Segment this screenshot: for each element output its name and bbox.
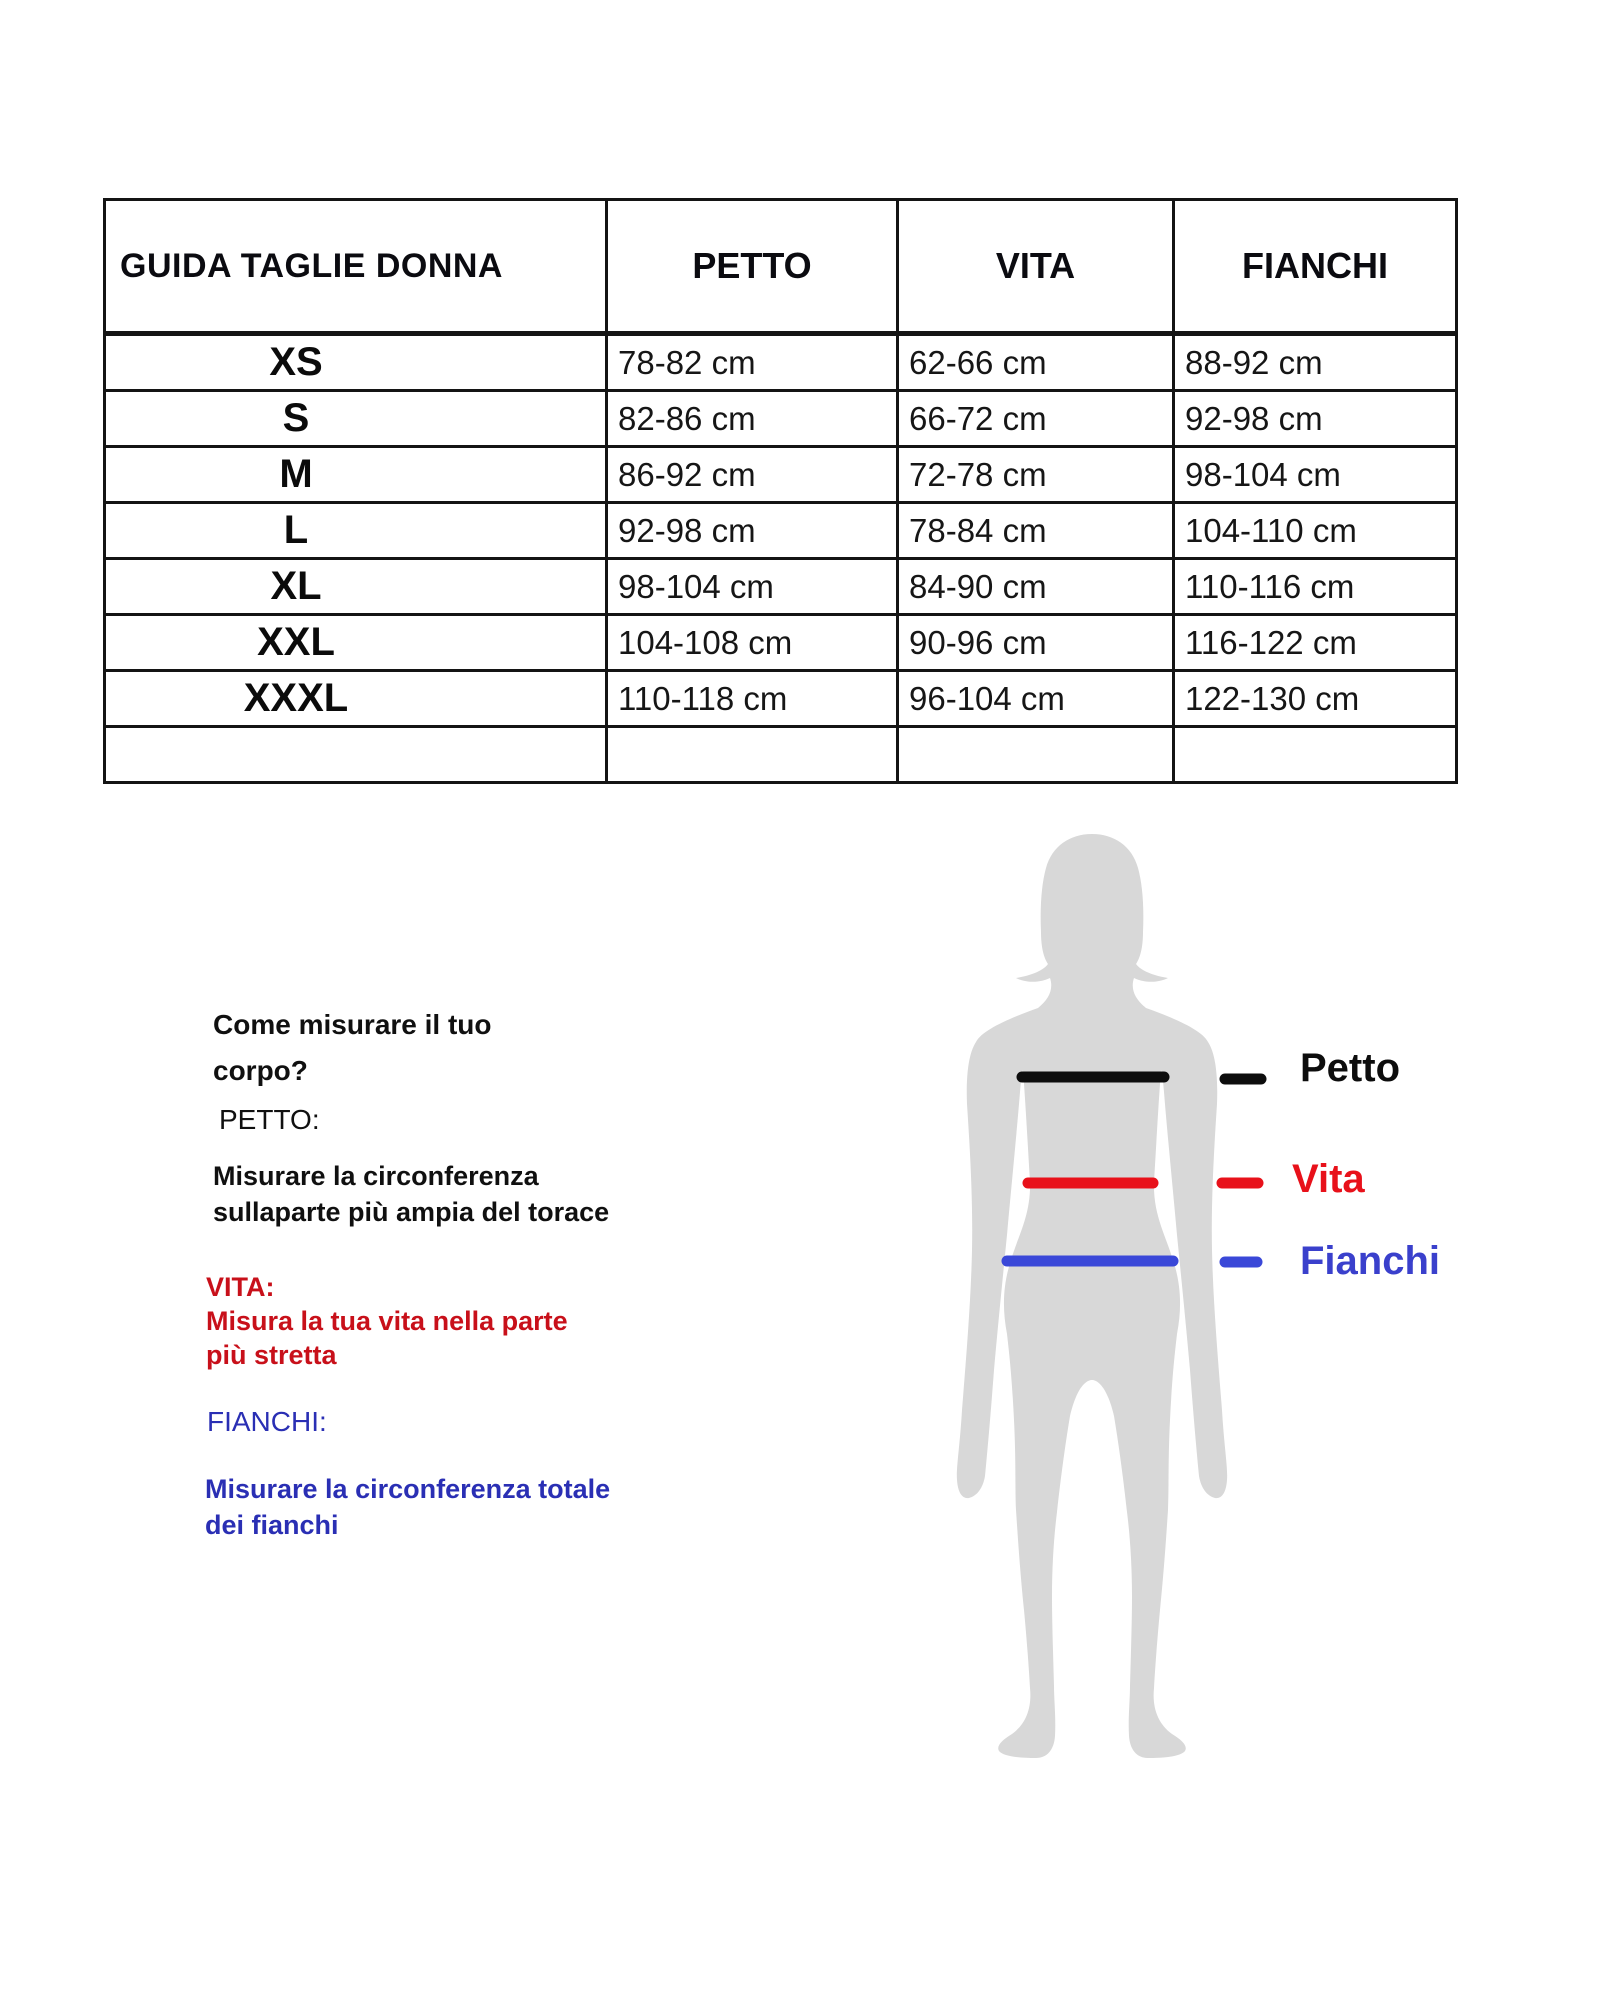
size-cell: L [105, 503, 607, 559]
petto-cell [607, 727, 898, 783]
legend-label-vita: Vita [1292, 1157, 1365, 1201]
size-cell: XS [105, 334, 607, 391]
petto-cell: 78-82 cm [607, 334, 898, 391]
table-row-empty [105, 727, 1457, 783]
fianchi-cell: 88-92 cm [1174, 334, 1457, 391]
vita-cell: 72-78 cm [898, 447, 1174, 503]
fianchi-instructions [205, 1471, 610, 1543]
header-cell-fianchi: FIANCHI [1174, 200, 1457, 334]
table-row-xxxl [105, 671, 1457, 727]
vita-instructions-line1: Misura la tua vita nella parte [206, 1306, 568, 1336]
header-cell-petto: PETTO [607, 200, 898, 334]
fianchi-cell: 104-110 cm [1174, 503, 1457, 559]
vita-instructions-line2: più stretta [206, 1340, 337, 1370]
table-row-xl [105, 559, 1457, 615]
header-cell-vita: VITA [898, 200, 1174, 334]
measure-intro-line2: corpo? [213, 1055, 308, 1086]
size-cell: XL [105, 559, 607, 615]
petto-cell: 92-98 cm [607, 503, 898, 559]
petto-section-label: PETTO: [219, 1104, 320, 1135]
table-title: GUIDA TAGLIE DONNA [105, 200, 607, 334]
legend-label-petto: Petto [1300, 1046, 1400, 1090]
table-header-row [105, 200, 1457, 334]
fianchi-instructions-line2: dei fianchi [205, 1510, 339, 1540]
table-row-s [105, 391, 1457, 447]
measure-intro-line1: Come misurare il tuo [213, 1009, 492, 1040]
petto-instructions-line1: Misurare la circonferenza [213, 1161, 539, 1191]
petto-cell: 104-108 cm [607, 615, 898, 671]
vita-cell: 90-96 cm [898, 615, 1174, 671]
table-row-xxl [105, 615, 1457, 671]
vita-cell: 62-66 cm [898, 334, 1174, 391]
size-cell: XXXL [105, 671, 607, 727]
size-cell: XXL [105, 615, 607, 671]
measure-intro [213, 1002, 492, 1094]
table-row-xs [105, 334, 1457, 391]
legend-label-fianchi: Fianchi [1300, 1239, 1441, 1283]
fianchi-cell: 92-98 cm [1174, 391, 1457, 447]
table-row-m [105, 447, 1457, 503]
vita-section-label: VITA: [206, 1272, 275, 1302]
fianchi-cell: 98-104 cm [1174, 447, 1457, 503]
vita-cell: 84-90 cm [898, 559, 1174, 615]
measurement-figure [930, 820, 1490, 1800]
petto-cell: 110-118 cm [607, 671, 898, 727]
petto-cell: 86-92 cm [607, 447, 898, 503]
fianchi-section-label: FIANCHI: [207, 1406, 327, 1437]
fianchi-cell: 110-116 cm [1174, 559, 1457, 615]
vita-cell [898, 727, 1174, 783]
size-cell: M [105, 447, 607, 503]
petto-cell: 98-104 cm [607, 559, 898, 615]
petto-cell: 82-86 cm [607, 391, 898, 447]
size-table [103, 198, 1458, 784]
petto-instructions-line2: sullaparte più ampia del torace [213, 1197, 610, 1227]
fianchi-instructions-line1: Misurare la circonferenza totale [205, 1474, 611, 1504]
fianchi-cell [1174, 727, 1457, 783]
petto-instructions [213, 1158, 609, 1230]
vita-section [206, 1270, 568, 1372]
size-cell [105, 727, 607, 783]
fianchi-cell: 122-130 cm [1174, 671, 1457, 727]
vita-cell: 66-72 cm [898, 391, 1174, 447]
fianchi-cell: 116-122 cm [1174, 615, 1457, 671]
vita-cell: 78-84 cm [898, 503, 1174, 559]
size-cell: S [105, 391, 607, 447]
female-body-silhouette [957, 834, 1227, 1758]
vita-cell: 96-104 cm [898, 671, 1174, 727]
table-row-l [105, 503, 1457, 559]
